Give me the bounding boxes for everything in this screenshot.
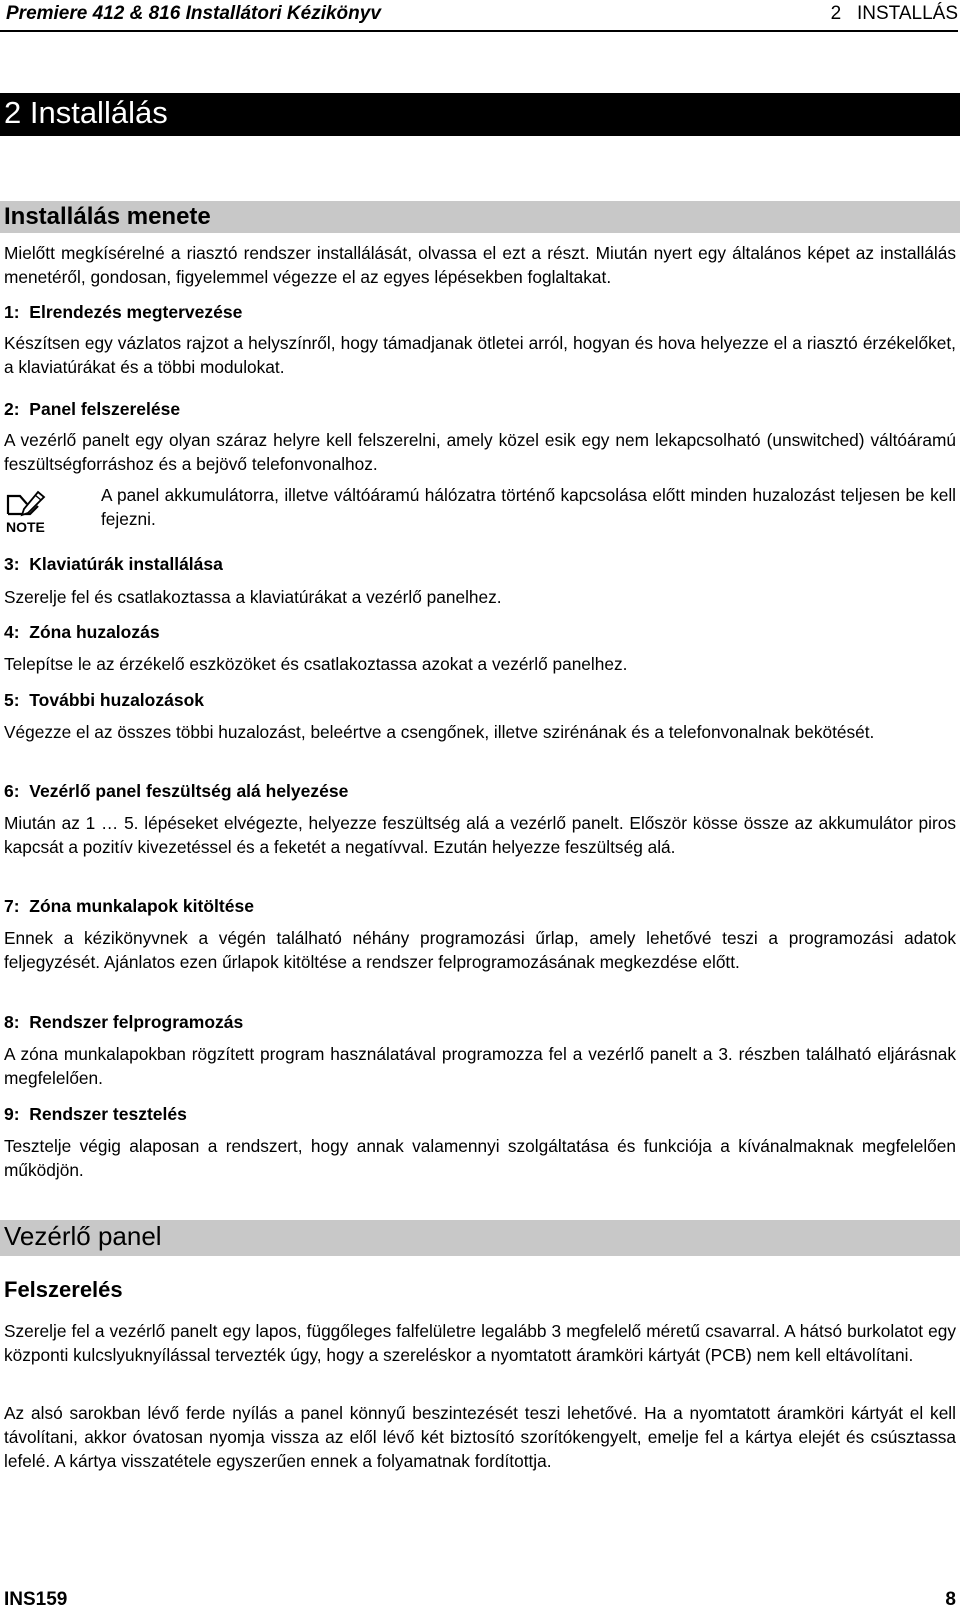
installation-paragraph-2: Az alsó sarokban lévő ferde nyílás a panel könnyű beszintezését teszi lehetővé. Ha a nyomtatott áramköri kártyát el kell távolítani, akkor óvatosan nyomja vissza az elől lévő két biztosító szorítókengyelt, emelje fel a kártya elejét és csúsztassa lefelé. A kártya visszatétele egyszerűen ennek a folyamatnak fordítottja. <box>4 1403 956 1471</box>
step-7-title: 7: Zóna munkalapok kitöltése <box>4 896 254 916</box>
installation-paragraph-1: Szerelje fel a vezérlő panelt egy lapos, függőleges falfelületre legalább 3 megfelelő méretű csavarral. A hátsó burkolatot egy központi kulcslyuknyílással tervezték úgy, hogy a szereléskor a nyomtatott áramköri kártyát (PCB) nem kell eltávolítani. <box>4 1321 956 1365</box>
note-label: NOTE <box>6 519 45 534</box>
section-title: Installálás menete <box>4 203 211 230</box>
intro-paragraph: Mielőtt megkísérelné a riasztó rendszer installálását, olvassa el ezt a részt. Miután nyert egy általános képet az installálás menetéről, gondosan, figyelemmel végezze el az egyes lépésekben foglaltakat. <box>4 243 956 287</box>
footer-page-number: 8 <box>945 1589 956 1610</box>
step-4-title: 4: Zóna huzalozás <box>4 622 160 642</box>
step-9-text: Tesztelje végig alaposan a rendszert, hogy annak valamennyi szolgáltatása és funkciója a kívánalmaknak megfelelően működjön. <box>4 1136 956 1180</box>
note-icon <box>4 488 54 534</box>
chapter-title: 2 Installálás <box>4 95 168 130</box>
step-5-title: 5: További huzalozások <box>4 690 204 710</box>
step-1-text: Készítsen egy vázlatos rajzot a helyszínről, hogy támadjanak ötletei arról, hogyan és hova helyezze el a riasztó érzékelőket, a klaviatúrákat és a többi modulokat. <box>4 333 956 377</box>
section-bar-installation-process <box>0 201 960 233</box>
step-3-text: Szerelje fel és csatlakoztassa a klaviatúrákat a vezérlő panelhez. <box>4 587 502 607</box>
section-bar-control-panel <box>0 1220 960 1256</box>
step-6-text: Miután az 1 … 5. lépéseket elvégezte, helyezze feszültség alá a vezérlő panelt. Először kösse össze az akkumulátor piros kapcsát a pozitív kivezetéssel és a feketét a negatívval. Ezután helyezze feszültség alá. <box>4 813 956 857</box>
step-4-text: Telepítse le az érzékelő eszközöket és csatlakoztassa azokat a vezérlő panelhez. <box>4 654 628 674</box>
subsection-title: Felszerelés <box>4 1277 123 1302</box>
header-chapter: 2 INSTALLÁS <box>830 3 958 24</box>
chapter-title-bar <box>0 93 960 136</box>
header-title: Premiere 412 & 816 Installátori Kézikönyv <box>6 3 381 24</box>
step-8-text: A zóna munkalapokban rögzített program használatával programozza fel a vezérlő panelt a 3. részben található eljárásnak megfelelően. <box>4 1044 956 1088</box>
step-8-title: 8: Rendszer felprogramozás <box>4 1012 244 1032</box>
step-1-title: 1: Elrendezés megtervezése <box>4 302 243 322</box>
step-6-title: 6: Vezérlő panel feszültség alá helyezése <box>4 781 349 801</box>
note-text: A panel akkumulátorra, illetve váltóáramú hálózatra történő kapcsolása előtt minden huzalozást teljesen be kell fejezni. <box>101 485 956 529</box>
footer-document-code: INS159 <box>4 1589 68 1610</box>
step-2-title: 2: Panel felszerelése <box>4 399 181 419</box>
section-title: Vezérlő panel <box>4 1221 162 1251</box>
step-2-text: A vezérlő panelt egy olyan száraz helyre kell felszerelni, amely közel esik egy nem lekapcsolható (unswitched) váltóáramú feszültségforráshoz és a bejövő telefonvonalhoz. <box>4 430 956 474</box>
step-3-title: 3: Klaviatúrák installálása <box>4 554 223 574</box>
step-9-title: 9: Rendszer tesztelés <box>4 1104 187 1124</box>
step-7-text: Ennek a kézikönyvnek a végén található néhány programozási űrlap, amely lehetővé teszi a programozási adatok feljegyzését. Ajánlatos ezen űrlapok kitöltése a rendszer felprogramozásának megkezdése előtt. <box>4 928 956 972</box>
step-5-text: Végezze el az összes többi huzalozást, beleértve a csengőnek, illetve szirénának és a telefonvonalnak bekötését. <box>4 722 875 742</box>
page-header <box>0 0 958 32</box>
